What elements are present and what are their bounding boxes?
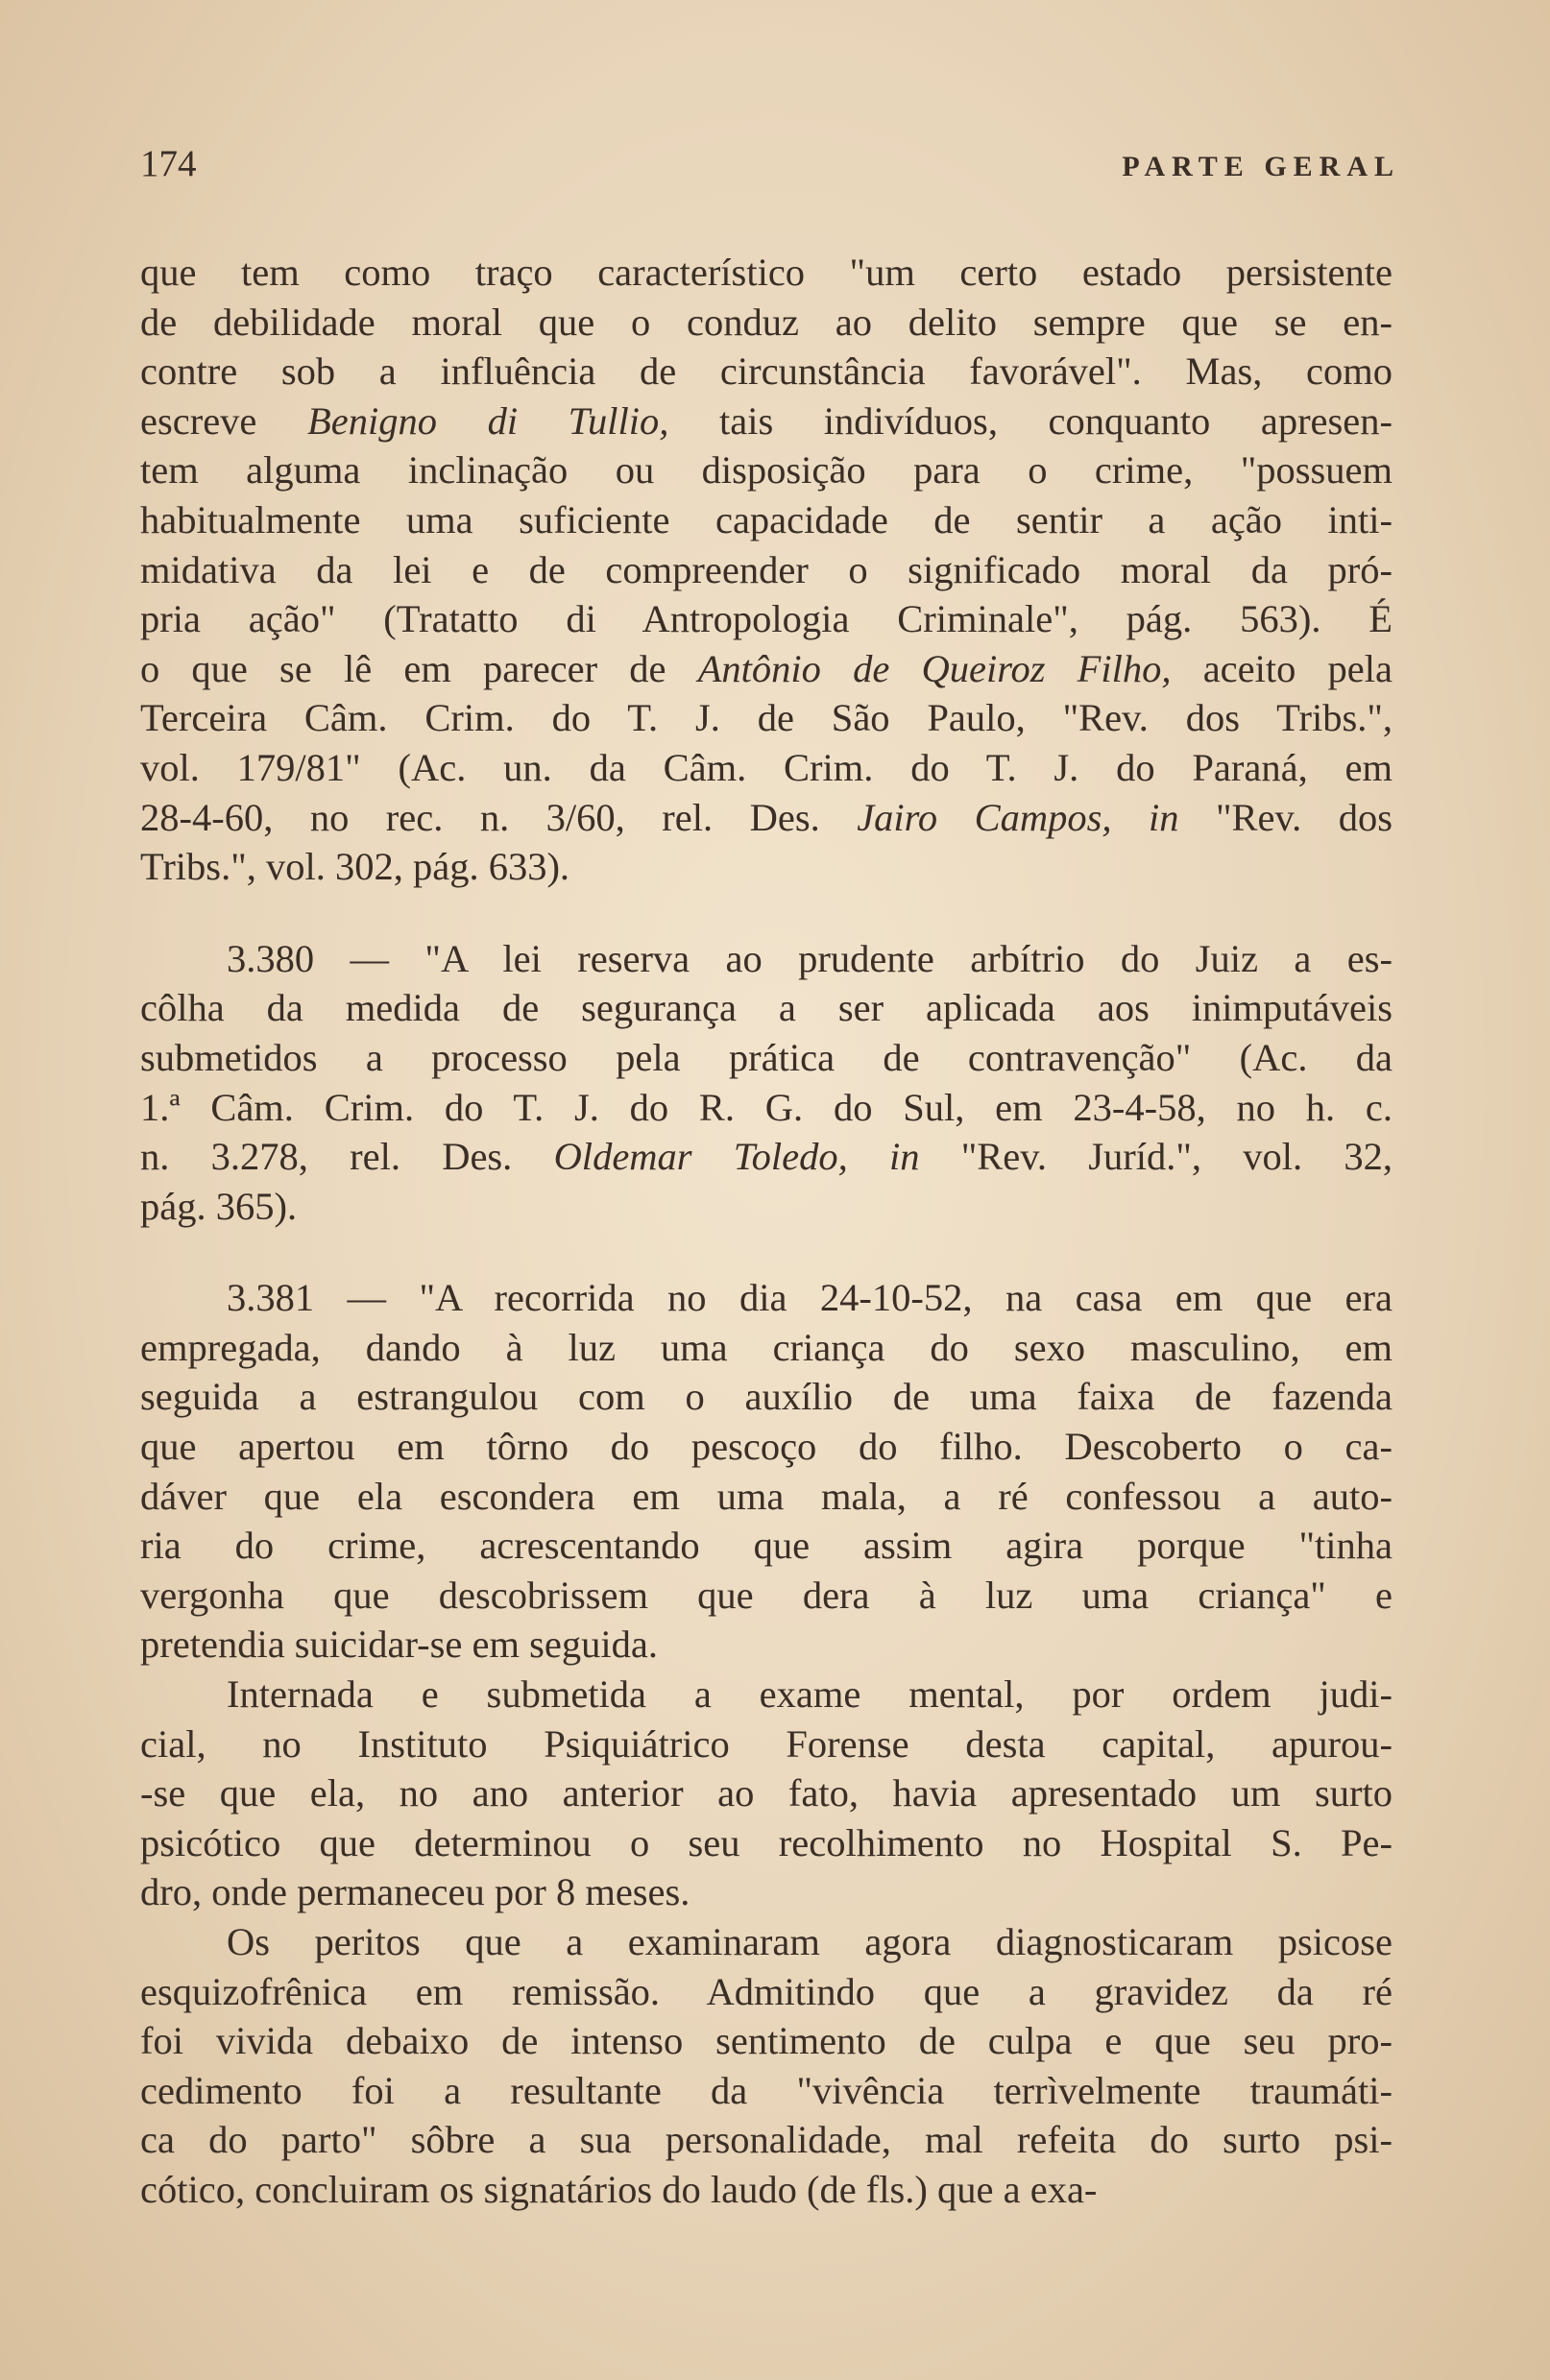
text-line: dáver que ela escondera em uma mala, a ré confessou a auto- — [140, 1474, 1393, 1518]
text-line: -se que ela, no ano anterior ao fato, havia apresentado um surto — [140, 1771, 1393, 1815]
text-line: psicótico que determinou o seu recolhimento no Hospital S. Pe- — [140, 1820, 1393, 1864]
text-line: n. 3.278, rel. Des. Oldemar Toledo, in "Rev. Juríd.", vol. 32, — [140, 1135, 1393, 1179]
text-line: foi vivida debaixo de intenso sentimento de culpa e que seu pro- — [140, 2019, 1393, 2063]
text-line: Os peritos que a examinaram agora diagnosticaram psicose — [227, 1920, 1393, 1963]
text-line: pria ação" (Tratatto di Antropologia Criminale", pág. 563). É — [140, 597, 1393, 641]
body-text — [140, 248, 1393, 2215]
text-line: escreve Benigno di Tullio, tais indivíduos, conquanto apresen- — [140, 398, 1393, 443]
text-line: seguida a estrangulou com o auxílio de uma faixa de fazenda — [140, 1375, 1393, 1419]
text-line: midativa da lei e de compreender o significado moral da pró- — [140, 547, 1393, 591]
text-line: Tribs.", vol. 302, pág. 633). — [140, 845, 570, 889]
text-line: dro, onde permaneceu por 8 meses. — [140, 1870, 690, 1914]
text-line: ria do crime, acrescentando que assim agira porque "tinha — [140, 1524, 1393, 1568]
text-line: vergonha que descobrissem que dera à luz uma criança" e — [140, 1573, 1393, 1617]
text-line: Internada e submetida a exame mental, por ordem judi- — [227, 1672, 1393, 1717]
text-line: ca do parto" sôbre a sua personalidade, mal refeita do surto psi- — [140, 2118, 1393, 2162]
text-line: que tem como traço característico "um certo estado persistente — [140, 251, 1393, 294]
text-line: pág. 365). — [140, 1184, 298, 1228]
paragraph — [140, 1273, 1393, 1670]
text-line: pretendia suicidar-se em seguida. — [140, 1623, 658, 1667]
text-line: cedimento foi a resultante da "vivência terrìvelmente traumáti- — [140, 2068, 1393, 2112]
paragraph — [140, 1670, 1393, 1917]
text-line: contre sob a influência de circunstância favorável". Mas, como — [140, 349, 1393, 394]
text-line: esquizofrênica em remissão. Admitindo que a gravidez da ré — [140, 1969, 1393, 2013]
text-line: vol. 179/81" (Ac. un. da Câm. Crim. do T. J. do Paraná, em — [140, 745, 1393, 789]
text-line: habitualmente uma suficiente capacidade de sentir a ação inti- — [140, 497, 1393, 541]
text-line: 1.ª Câm. Crim. do T. J. do R. G. do Sul, em 23-4-58, no h. c. — [140, 1085, 1393, 1129]
text-line: cial, no Instituto Psiquiátrico Forense desta capital, apurou- — [140, 1721, 1393, 1766]
text-line: tem alguma inclinação ou disposição para o crime, "possuem — [140, 448, 1393, 493]
text-line: 28-4-60, no rec. n. 3/60, rel. Des. Jairo Campos, in "Rev. dos — [140, 795, 1393, 839]
paragraph — [140, 934, 1393, 1232]
text-line: 3.380 — "A lei reserva ao prudente arbítrio do Juiz a es- — [227, 936, 1393, 980]
paragraph — [140, 1917, 1393, 2215]
text-line: 3.381 — "A recorrida no dia 24-10-52, na casa em que era — [227, 1276, 1393, 1320]
text-line: o que se lê em parecer de Antônio de Queiroz Filho, aceito pela — [140, 646, 1393, 690]
text-line: empregada, dando à luz uma criança do sexo masculino, em — [140, 1325, 1393, 1369]
text-line: submetidos a processo pela prática de contravenção" (Ac. da — [140, 1035, 1393, 1079]
paragraph — [140, 248, 1393, 892]
text-line: que apertou em tôrno do pescoço do filho. Descoberto o ca- — [140, 1425, 1393, 1469]
text-line: Terceira Câm. Crim. do T. J. de São Paulo, "Rev. dos Tribs.", — [140, 696, 1393, 740]
text-line: cótico, concluiram os signatários do laudo (de fls.) que a exa- — [140, 2167, 1098, 2211]
page-number: 174 — [140, 143, 197, 184]
text-line: de debilidade moral que o conduz ao delito sempre que se en- — [140, 300, 1393, 344]
running-head — [140, 142, 1400, 185]
section-title: PARTE GERAL — [1122, 151, 1400, 182]
text-line: côlha da medida de segurança a ser aplicada aos inimputáveis — [140, 986, 1393, 1030]
